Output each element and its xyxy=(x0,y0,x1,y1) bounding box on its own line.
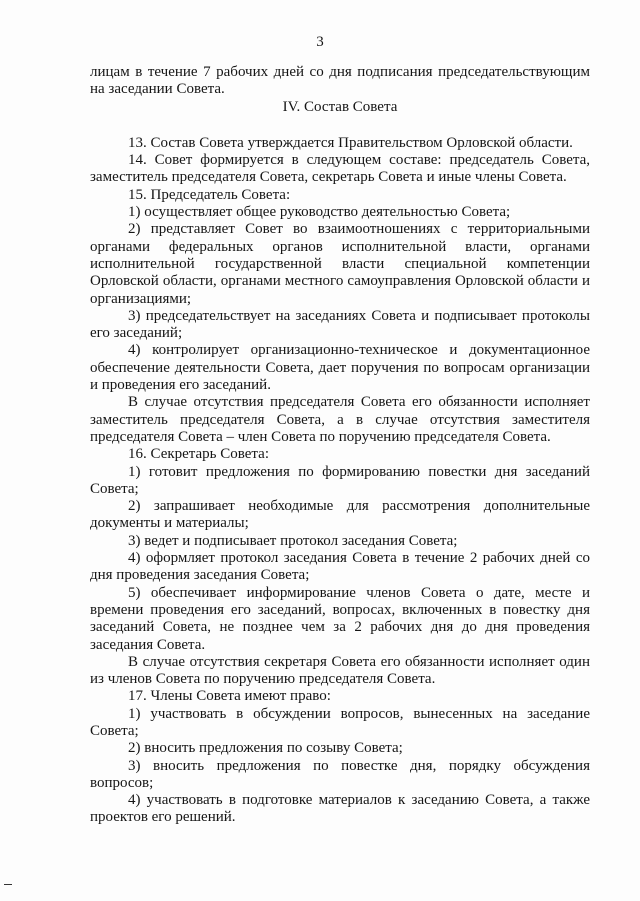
paragraph-17-subitem-4: 4) участвовать в подготовке материалов к заседанию Совета, а также проектов его решений. xyxy=(90,792,590,826)
paragraph-item-13: 13. Состав Совета утверждается Правительством Орловской области. xyxy=(128,134,573,151)
paragraph-17-subitem-3: 3) вносить предложения по повестке дня, порядку обсуждения вопросов; xyxy=(90,757,590,791)
paragraph-15-subitem-4: 4) контролирует организационно-техническое и документационное обеспечение деятельности Совета, дает поручения по вопросам организации и проведения его заседаний. xyxy=(90,342,590,394)
paragraph-16-subitem-3: 3) ведет и подписывает протокол заседания Совета; xyxy=(128,532,458,549)
paragraph-continuation: лицам в течение 7 рабочих дней со дня подписания председательствующим на заседании Совета. xyxy=(90,64,590,98)
paragraph-15-subitem-2: 2) представляет Совет во взаимоотношениях с территориальными органами федеральных органов исполнительной власти, органами исполнительной государственной власти специальной компетенции Орловской области, органами местного самоуправления Орловской области и организациями; xyxy=(90,221,590,307)
paragraph-item-15: 15. Председатель Совета: xyxy=(128,186,291,203)
paragraph-chair-absence: В случае отсутствия председателя Совета его обязанности исполняет заместитель председателя Совета, а в случае отсутствия заместителя председателя Совета – член Совета по поручению председателя Совета. xyxy=(90,394,590,445)
paragraph-16-subitem-4: 4) оформляет протокол заседания Совета в течение 2 рабочих дней со дня проведения заседания Совета; xyxy=(90,550,590,584)
page-number: 3 xyxy=(316,34,324,50)
paragraph-17-subitem-1: 1) участвовать в обсуждении вопросов, вынесенных на заседание Совета; xyxy=(90,705,590,739)
paragraph-16-subitem-2: 2) запрашивает необходимые для рассмотрения дополнительные документы и материалы; xyxy=(90,498,590,532)
paragraph-17-subitem-2: 2) вносить предложения по созыву Совета; xyxy=(128,740,403,757)
paragraph-item-17: 17. Члены Совета имеют право: xyxy=(128,688,331,705)
paragraph-15-subitem-1: 1) осуществляет общее руководство деятельностью Совета; xyxy=(128,204,511,221)
paragraph-secretary-absence: В случае отсутствия секретаря Совета его обязанности исполняет один из членов Совета по поручению председателя Совета. xyxy=(90,653,590,688)
document-body xyxy=(90,64,590,827)
paragraph-15-subitem-3: 3) председательствует на заседаниях Совета и подписывает протоколы его заседаний; xyxy=(90,307,590,342)
section-heading: IV. Состав Совета xyxy=(282,98,398,115)
paragraph-item-16: 16. Секретарь Совета: xyxy=(128,446,269,463)
paragraph-16-subitem-1: 1) готовит предложения по формированию повестки дня заседаний Совета; xyxy=(90,463,590,497)
scan-margin-mark xyxy=(4,884,12,885)
paragraph-16-subitem-5: 5) обеспечивает информирование членов Совета о дате, месте и времени проведения его заседаний, вопросах, включенных в повестку дня заседаний Совета, не позднее чем за 2 рабочих дня до дня проведения заседания Совета. xyxy=(90,584,590,653)
paragraph-item-14: 14. Совет формируется в следующем составе: председатель Совета, заместитель председателя Совета, секретарь Совета и иные члены Совета. xyxy=(90,152,590,186)
